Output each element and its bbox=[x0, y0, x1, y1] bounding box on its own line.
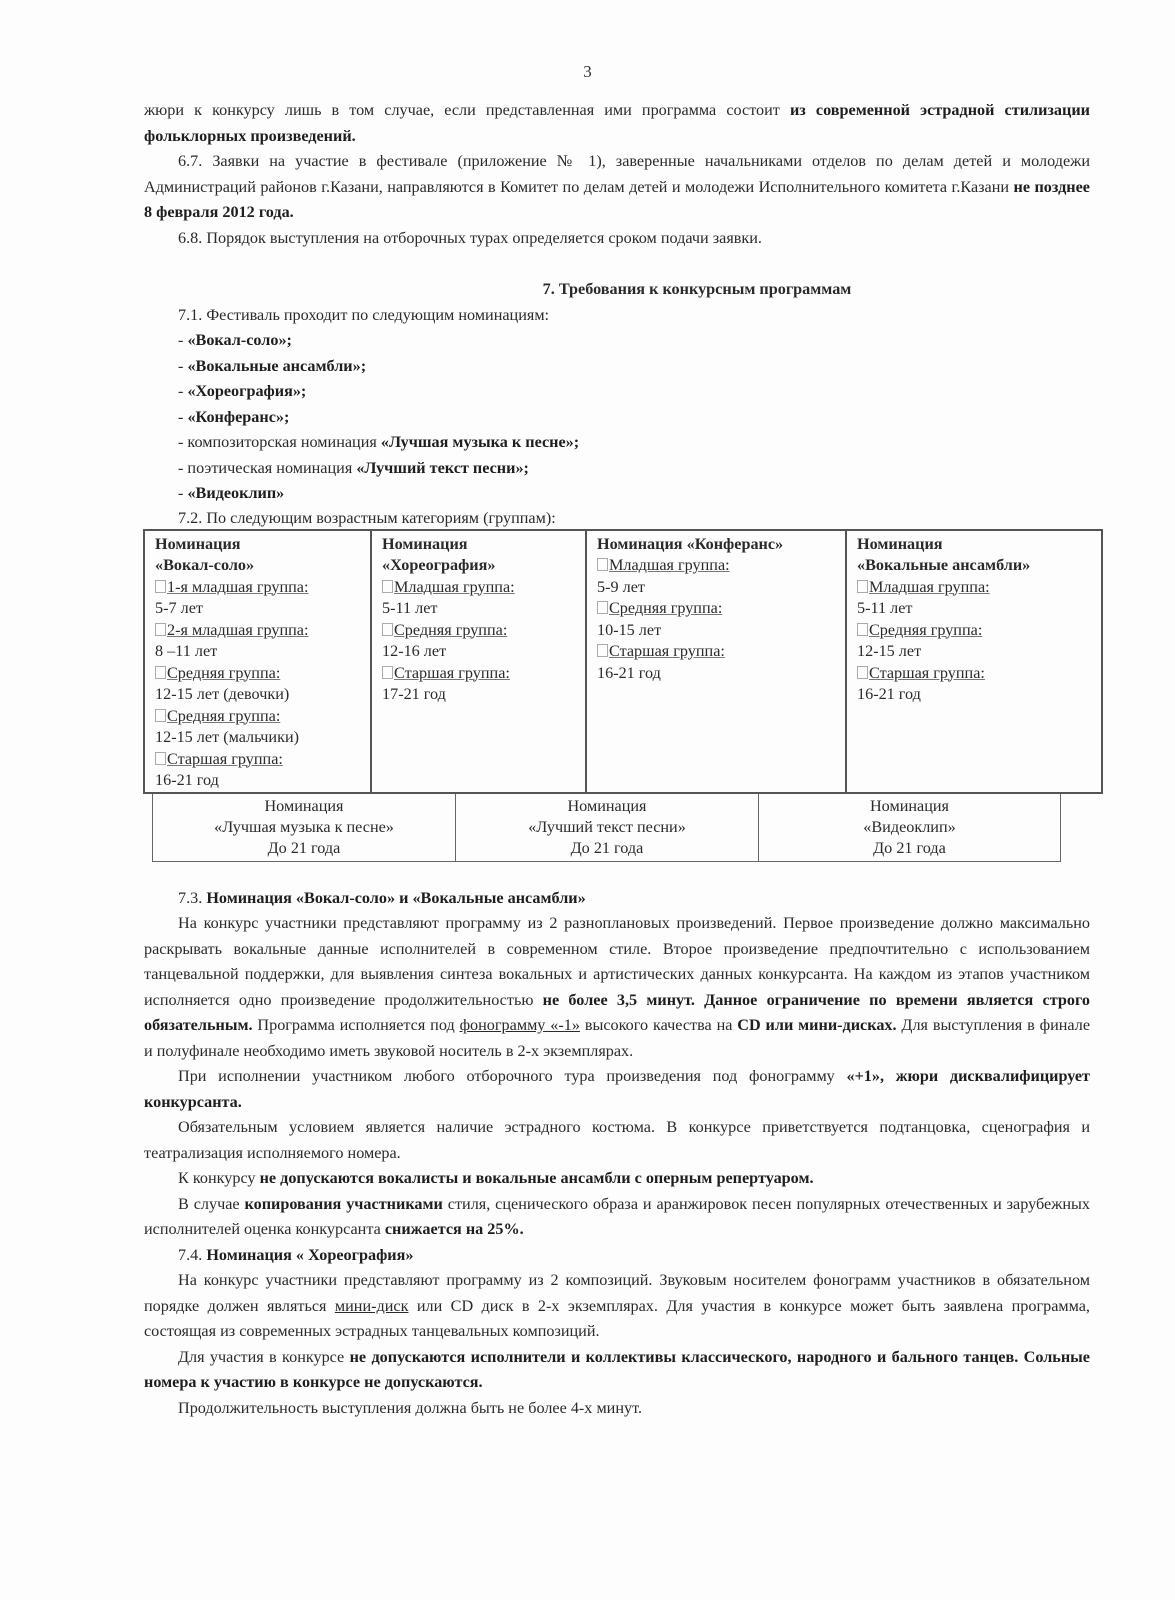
heading-number: 7.3. bbox=[178, 888, 207, 907]
group-label bbox=[857, 577, 1091, 599]
paragraph-7-1: 7.1. Фестиваль проходит по следующим номинациям: bbox=[178, 305, 550, 324]
heading-number: 7.4. bbox=[178, 1245, 207, 1264]
paragraph-6-7 bbox=[144, 149, 1090, 226]
column-head: Номинация bbox=[155, 534, 241, 553]
group-label-text: Средняя группа: bbox=[609, 599, 723, 617]
checkbox-icon bbox=[155, 709, 166, 722]
document-body bbox=[144, 98, 1090, 1421]
nomination-prefix: - bbox=[178, 356, 188, 375]
group-label bbox=[155, 663, 360, 685]
bold-text: «+1», жюри дисквалифицирует конкурсанта. bbox=[144, 1067, 1090, 1111]
table-cell-choreography bbox=[371, 530, 586, 793]
group-ages: 10-15 лет bbox=[597, 620, 662, 639]
nomination-name: «Вокальные ансамбли»; bbox=[187, 356, 367, 375]
checkbox-icon bbox=[155, 666, 166, 679]
group-label bbox=[155, 620, 360, 642]
group-label bbox=[382, 577, 575, 599]
table-row bbox=[153, 794, 1061, 862]
bold-text: не более 3,5 минут. Данное ограничение по времени является строго обязательным. bbox=[144, 990, 1090, 1034]
nomination-prefix: - композиторская номинация bbox=[178, 433, 381, 451]
group-label bbox=[597, 598, 835, 620]
text: Для выступления в финале и полуфинале необходимо иметь звуковой носитель в 2-х экземплярах. bbox=[144, 1016, 1090, 1060]
nomination-item bbox=[144, 405, 1090, 431]
group-ages: 8 –11 лет bbox=[155, 642, 218, 660]
section-7-4-heading bbox=[144, 1243, 1090, 1269]
paragraph-6-8: 6.8. Порядок выступления на отборочных турах определяется сроком подачи заявки. bbox=[178, 228, 762, 247]
group-label-text: Младшая группа: bbox=[609, 556, 730, 574]
nomination-name: «Лучшая музыка к песне»; bbox=[380, 433, 580, 451]
group-ages: 16-21 год bbox=[155, 771, 219, 789]
group-label-text: Старшая группа: bbox=[167, 749, 283, 768]
column-head: Номинация bbox=[857, 534, 943, 553]
text: При исполнении участником любого отборочного тура произведения под фонограмму bbox=[178, 1067, 847, 1085]
group-label bbox=[155, 706, 360, 728]
group-label bbox=[155, 749, 360, 771]
group-ages: 12-15 лет bbox=[857, 642, 922, 660]
section-7-3-para4 bbox=[144, 1166, 1090, 1192]
group-label-text: Младшая группа: bbox=[394, 577, 515, 596]
text: В случае bbox=[178, 1194, 245, 1213]
group-ages: 5-7 лет bbox=[155, 599, 203, 617]
group-label-text: Младшая группа: bbox=[869, 577, 990, 596]
column-head: Номинация bbox=[382, 534, 468, 553]
cell-title: Номинация bbox=[869, 796, 949, 815]
section-7-3-para2 bbox=[144, 1064, 1090, 1115]
text: На конкурс участники представляют программу из 2 разноплановых произведений. Первое произведение должно максимально раскрывать вокальные данные исполнителей в современном стиле. Второе произведение предпочтительно с использованием танцевальной поддержки, для выявления синтеза вокальных и артистических данных конкурсанта. На каждом из этапов участником исполняется одно произведение продолжительностью bbox=[144, 914, 1090, 1009]
other-nominations-table bbox=[152, 794, 1061, 862]
nomination-prefix: - bbox=[178, 382, 188, 400]
nomination-prefix: - bbox=[178, 484, 188, 502]
cell-nomination: «Лучший текст песни» bbox=[528, 817, 686, 836]
group-label bbox=[597, 555, 835, 577]
checkbox-icon bbox=[382, 666, 393, 679]
section-7-4-para3: Продолжительность выступления должна быть не более 4-х минут. bbox=[178, 1398, 643, 1417]
bold-text: не допускаются вокалисты и вокальные ансамбли с оперным репертуаром. bbox=[259, 1169, 814, 1187]
checkbox-icon bbox=[155, 623, 166, 636]
column-head: «Вокальные ансамбли» bbox=[857, 556, 1031, 574]
group-ages: 5-11 лет bbox=[857, 599, 913, 617]
checkbox-icon bbox=[382, 580, 393, 593]
text: Программа исполняется под bbox=[252, 1016, 460, 1034]
underlined-text: фонограмму «-1» bbox=[459, 1016, 580, 1034]
p67-text: 6.7. Заявки на участие в фестивале (приложение № 1), заверенные начальниками отделов по делам детей и молодежи Администраций районов г.Казани, направляются в Комитет по делам детей и молодежи Исполнительного комитета г.Казани bbox=[144, 152, 1090, 196]
group-label bbox=[155, 577, 360, 599]
cell-title: Номинация bbox=[567, 796, 647, 815]
cell-title: Номинация bbox=[264, 796, 344, 815]
table-cell-videoclip bbox=[759, 794, 1061, 862]
nomination-item bbox=[144, 481, 1090, 507]
p67-deadline: не позднее 8 февраля 2012 года. bbox=[144, 177, 1090, 221]
age-groups-table bbox=[143, 529, 1103, 794]
table-cell-conference bbox=[586, 530, 846, 793]
group-ages: 12-16 лет bbox=[382, 642, 447, 660]
group-label-text: Старшая группа: bbox=[394, 663, 510, 682]
page-number: 3 bbox=[583, 62, 592, 81]
intro-paragraph bbox=[144, 98, 1090, 149]
section-7-3-para1 bbox=[144, 911, 1090, 1064]
group-label-text: 1-я младшая группа: bbox=[167, 577, 309, 596]
group-label bbox=[857, 620, 1091, 642]
bold-text: снижается на 25%. bbox=[384, 1220, 524, 1238]
group-label bbox=[857, 663, 1091, 685]
text: К конкурсу bbox=[178, 1169, 260, 1187]
checkbox-icon bbox=[155, 752, 166, 765]
nomination-item bbox=[144, 354, 1090, 380]
group-ages: 17-21 год bbox=[382, 685, 446, 703]
group-label bbox=[382, 620, 575, 642]
column-head: «Вокал-соло» bbox=[155, 556, 255, 574]
cell-age-limit: До 21 года bbox=[873, 838, 946, 857]
cell-nomination: «Лучшая музыка к песне» bbox=[214, 817, 394, 836]
group-ages: 16-21 год bbox=[857, 685, 921, 703]
paragraph-7-2: 7.2. По следующим возрастным категориям (группам): bbox=[178, 508, 556, 527]
nomination-name: «Хореография»; bbox=[187, 382, 307, 400]
bold-text: копирования участниками bbox=[244, 1194, 443, 1213]
section-7-3-heading bbox=[144, 886, 1090, 912]
checkbox-icon bbox=[857, 580, 868, 593]
group-label-text: Старшая группа: bbox=[869, 663, 985, 682]
nominations-list bbox=[144, 328, 1090, 507]
nomination-item bbox=[144, 328, 1090, 354]
nomination-name: «Лучший текст песни»; bbox=[356, 458, 529, 477]
group-ages: 16-21 год bbox=[597, 663, 661, 682]
group-label-text: Средняя группа: bbox=[167, 663, 281, 682]
column-head: «Хореография» bbox=[382, 556, 496, 574]
column-head: Номинация «Конферанс» bbox=[597, 534, 784, 553]
checkbox-icon bbox=[857, 623, 868, 636]
nomination-item bbox=[144, 379, 1090, 405]
table-cell-vocal-solo bbox=[144, 530, 371, 793]
group-label-text: Средняя группа: bbox=[394, 620, 508, 639]
checkbox-icon bbox=[597, 601, 608, 614]
cell-age-limit: До 21 года bbox=[267, 838, 341, 857]
heading-text: Номинация « Хореография» bbox=[206, 1245, 414, 1264]
checkbox-icon bbox=[597, 644, 608, 657]
group-ages: 12-15 лет (мальчики) bbox=[155, 728, 299, 746]
section-7-title: 7. Требования к конкурсным программам bbox=[542, 280, 852, 298]
table-cell-best-music bbox=[153, 794, 456, 862]
group-label-text: Средняя группа: bbox=[167, 706, 281, 725]
section-7-4-para1 bbox=[144, 1268, 1090, 1345]
checkbox-icon bbox=[597, 558, 608, 571]
text: На конкурс участники представляют программу из 2 композиций. Звуковым носителем фонограмм участников в обязательном порядке должен являться bbox=[144, 1271, 1090, 1315]
nomination-prefix: - bbox=[178, 407, 188, 426]
group-ages: 5-11 лет bbox=[382, 599, 438, 617]
checkbox-icon bbox=[382, 623, 393, 636]
nomination-name: «Конферанс»; bbox=[187, 407, 290, 426]
group-ages: 12-15 лет (девочки) bbox=[155, 685, 290, 703]
intro-bold-text: из современной эстрадной стилизации фольклорных произведений. bbox=[144, 101, 1091, 145]
table-cell-vocal-ensembles bbox=[846, 530, 1102, 793]
section-7-3-para3: Обязательным условием является наличие эстрадного костюма. В конкурсе приветствуется подтанцовка, сценография и театрализация исполняемого номера. bbox=[144, 1118, 1090, 1162]
section-7-4-para2 bbox=[144, 1345, 1090, 1396]
bold-text: CD или мини-дисках. bbox=[737, 1016, 897, 1034]
checkbox-icon bbox=[155, 580, 166, 593]
section-7-3-para5 bbox=[144, 1192, 1090, 1243]
group-label bbox=[597, 641, 835, 663]
text: стиля, сценического образа и аранжировок песен популярных отечественных и зарубежных исполнителей оценка конкурсанта bbox=[144, 1194, 1091, 1238]
checkbox-icon bbox=[857, 666, 868, 679]
bold-text: не допускаются исполнители и коллективы классического, народного и бального танцев. Сольные номера к участию в конкурсе не допускаются. bbox=[144, 1347, 1090, 1391]
cell-age-limit: До 21 года bbox=[570, 838, 644, 857]
group-label-text: Средняя группа: bbox=[869, 620, 983, 639]
text: Для участия в конкурсе bbox=[178, 1347, 350, 1366]
text: высокого качества на bbox=[579, 1016, 738, 1034]
nomination-name: «Вокал-соло»; bbox=[187, 331, 292, 349]
heading-text: Номинация «Вокал-соло» и «Вокальные ансамбли» bbox=[206, 888, 586, 907]
nomination-prefix: - поэтическая номинация bbox=[178, 458, 357, 477]
nomination-name: «Видеоклип» bbox=[187, 484, 285, 502]
text: или CD диск в 2-х экземплярах. Для участия в конкурсе может быть заявлена программа, состоящая из современных эстрадных танцевальных композиций. bbox=[144, 1296, 1090, 1340]
nomination-item bbox=[144, 430, 1090, 456]
intro-text: жюри к конкурсу лишь в том случае, если представленная ими программа состоит bbox=[144, 101, 790, 119]
nomination-item bbox=[144, 456, 1090, 482]
table-cell-best-lyrics bbox=[456, 794, 759, 862]
group-label bbox=[382, 663, 575, 685]
nomination-prefix: - bbox=[178, 331, 188, 349]
group-ages: 5-9 лет bbox=[597, 577, 645, 596]
cell-nomination: «Видеоклип» bbox=[863, 817, 956, 836]
table-row bbox=[144, 530, 1102, 793]
underlined-text: мини-диск bbox=[334, 1296, 409, 1315]
group-label-text: 2-я младшая группа: bbox=[167, 620, 309, 639]
group-label-text: Старшая группа: bbox=[609, 642, 725, 660]
